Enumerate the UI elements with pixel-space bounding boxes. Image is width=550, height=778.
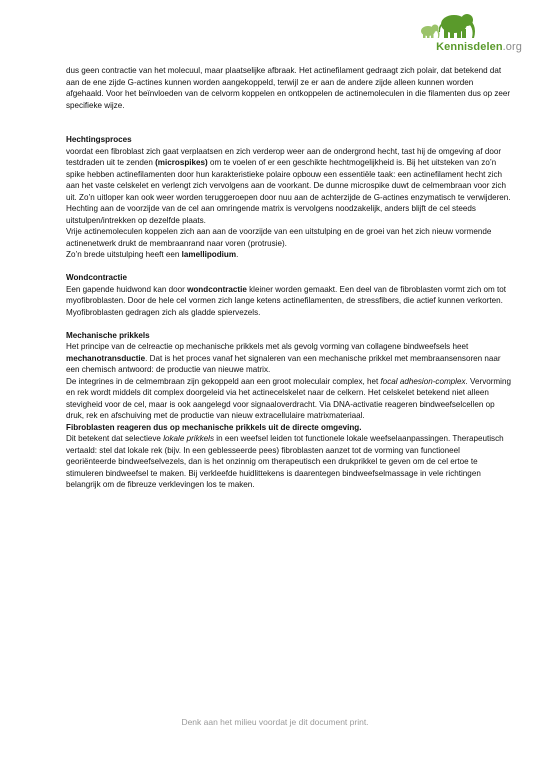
mech-text-2: . Dat is het proces vanaf het signaleren van een mechanische prikkel met membraansensoren naar een chemisch antwoord: de productie van nieuwe matrix. — [66, 353, 501, 374]
mech-text-4: . Vervorming en rek wordt middels dit complex doorgeleid via het actinecelskelet naar de celkern. Het celskelet betekend niet alleen stevigheid voor de cel, maar is ook aangelegd voor signaaloverdracht. Via DNA-activatie reageren bindweefselcellen op druk, rek en afschuiving met de productie van nieuw extracellulaire matrixmateriaal. — [66, 376, 511, 420]
document-body — [66, 65, 512, 491]
mech-text-5: Dit betekent dat selectieve — [66, 434, 164, 443]
wond-text-2: kleiner worden gemaakt. Een deel van de fibroblasten vormt zich om tot myofibroblasten. Door de hele cel vormen zich lange ketens actinefilamenten, de stressfibers, die actief kunnen verkorten. Myofibroblasten gedragen zich als gladde spiervezels. — [66, 284, 507, 317]
mech-text-1: Het principe van de celreactie op mechanische prikkels met als gevolg vorming van collagene bindweefsels heet — [66, 342, 469, 351]
term-microspikes: (microspikes) — [155, 158, 208, 167]
intro-paragraph: dus geen contractie van het molecuul, maar plaatselijke afbraak. Het actinefilament gedraagt zich polair, dat betekend dat aan de ene zijde G-actines kunnen worden aangekoppeld, terwijl ze er aan de andere zijde alleen kunnen worden afgehaald. Voor het beïnvloeden van de celvorm koppelen en ontkoppelen de actinemoleculen in die filamenten dus op zeer specifieke wijze. — [66, 66, 511, 110]
mech-paragraph-4 — [66, 433, 512, 491]
hechting-text-5: . — [236, 250, 239, 259]
term-lokale-prikkels: lokale prikkels — [163, 434, 215, 443]
hechting-paragraph-1 — [66, 146, 512, 227]
hechting-text-2: om te voelen of er een geschikte hechtmogelijkheid is. Bij het uitsteken van zo’n spike hebben actinefilamenten door hun karakteristieke polaire opbouw een essentiële taak: een actinefilament hecht zich aan het vaste celskelet en verlengt zich vervolgens aan de voorkant. De dunne microspike duwt de celmembraan voor zich uit. Zo’n uitloper kan ook weer worden teruggeroepen door nuu aan de achterzijde de G-actines enzymatisch te verwijderen. Hechting aan de voorzijde van de cel aan omringende matrix is vervolgens noodzakelijk, anders blijft de cel steeds uitstulpen/intrekken op dezelfde plaats. — [66, 158, 511, 225]
mech-paragraph-3 — [66, 422, 512, 434]
hechting-paragraph-3 — [66, 249, 512, 261]
footer-print-notice: Denk aan het milieu voordat je dit document print. — [181, 717, 369, 727]
heading-mechanische-prikkels: Mechanische prikkels — [66, 330, 150, 340]
mech-paragraph-2 — [66, 376, 512, 422]
elephant-logo-icon — [414, 12, 476, 40]
hechting-paragraph-2: Vrije actinemoleculen koppelen zich aan aan de voorzijde van een uitstulping en de groei van het zich nieuw vormende actinenetwerk drukt de membraanrand naar voren (protrusie). — [66, 227, 492, 248]
logo-text-part1: Kennis — [436, 41, 474, 53]
mech-paragraph-1 — [66, 341, 512, 376]
term-focal-adhesion-complex: focal adhesion-complex — [380, 376, 466, 386]
mech-text-3: De integrines in de celmembraan zijn gekoppeld aan een groot moleculair complex, het — [66, 376, 381, 386]
hechting-text-1: voordat een fibroblast zich gaat verplaatsen en zich verderop weer aan de ondergrond hecht, tast hij de omgeving af door testdraden uit te zenden — [66, 146, 502, 167]
mech-bold-statement: Fibroblasten reageren dus op mechanische prikkels uit de directe omgeving. — [66, 422, 362, 432]
wond-text-1: Een gapende huidwond kan door — [66, 284, 188, 294]
hechting-text-4: Zo’n brede uitstulping heeft een — [66, 250, 182, 259]
heading-hechtingsproces: Hechtingsproces — [66, 135, 132, 144]
term-mechanotransductie: mechanotransductie — [66, 353, 146, 363]
heading-wondcontractie: Wondcontractie — [66, 273, 128, 282]
term-wondcontractie: wondcontractie — [187, 284, 247, 294]
kennisdelen-logo — [411, 12, 526, 56]
logo-text-part2: delen — [473, 41, 503, 53]
mech-text-6: in een weefsel leiden tot functionele lokale weefselaanpassingen. Therapeutisch vertaald: stel dat lokale rek (bijv. In een geblesseerde pees) fibroblasten aanzet tot de vorming van functioneel georiënteerde bindweefselvezels, dan is het onzinnig om therapeutisch een drukprikkel te geven om de cel ertoe te stimuleren bindweefsel te maken. Bij verkleefde huidlittekens is daarentegen bindweefselmassage in vele richtingen belangrijk om de fibreuze verklevingen los te maken. — [66, 434, 504, 489]
logo-text-part3: .org — [502, 41, 522, 53]
wond-paragraph — [66, 284, 512, 319]
term-lamellipodium: lamellipodium — [181, 250, 237, 259]
logo-wordmark — [436, 41, 522, 53]
